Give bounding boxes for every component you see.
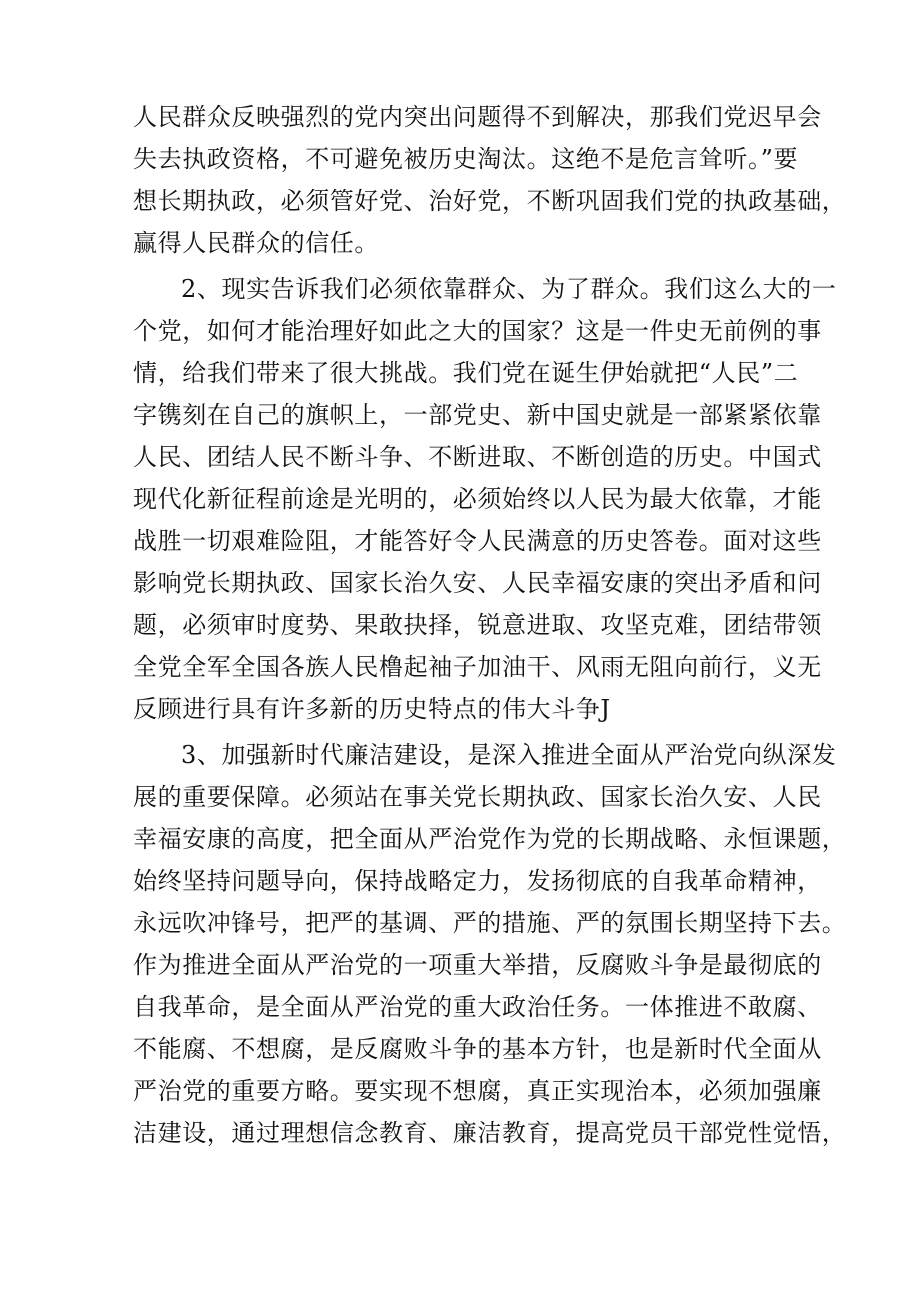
text-line: 人民、团结人民不断斗争、不断进取、不断创造的历史。中国式 (133, 443, 822, 471)
text-line: 展的重要保障。必须站在事关党长期执政、国家长治久安、人民 (133, 783, 822, 811)
text-line: 战胜一切艰难险阻，才能答好令人民满意的历史答卷。面对这些 (133, 527, 822, 555)
text-line: 现代化新征程前途是光明的，必须始终以人民为最大依靠，才能 (133, 485, 822, 513)
text-line: 2、现实告诉我们必须依靠群众、为了群众。我们这么大的一 (181, 275, 837, 303)
paragraph-3 (133, 734, 847, 1154)
text-line: 不能腐、不想腐，是反腐败斗争的基本方针，也是新时代全面从 (133, 1035, 822, 1063)
text-line: 题，必须审时度势、果敢抉择，锐意进取、攻坚克难，团结带领 (133, 611, 822, 639)
text-line: 影响党长期执政、国家长治久安、人民幸福安康的突出矛盾和问 (133, 569, 822, 597)
text-line: 想长期执政，必须管好党、治好党，不断巩固我们党的执政基础， (133, 187, 847, 215)
text-line: 作为推进全面从严治党的一项重大举措，反腐败斗争是最彻底的 (133, 951, 822, 979)
text-line: 幸福安康的高度，把全面从严治党作为党的长期战略、永恒课题， (133, 825, 847, 853)
text-line: 赢得人民群众的信任。 (133, 229, 379, 257)
paragraph-2 (133, 268, 837, 730)
text-line: 人民群众反映强烈的党内突出问题得不到解决，那我们党迟早会 (133, 103, 822, 131)
text-line: 永远吹冲锋号，把严的基调、严的措施、严的氛围长期坚持下去。 (133, 909, 847, 937)
text-line: 全党全军全国各族人民橹起袖子加油干、风雨无阻向前行，义无 (133, 653, 822, 681)
text-line: 情，给我们带来了很大挑战。我们党在诞生伊始就把“人民”二 (133, 359, 799, 387)
text-line: 严治党的重要方略。要实现不想腐，真正实现治本，必须加强廉 (133, 1077, 822, 1105)
text-line: 失去执政资格，不可避免被历史淘汰。这绝不是危言耸听。”要 (133, 145, 799, 173)
text-line: 始终坚持问题导向，保持战略定力，发扬彻底的自我革命精神， (133, 867, 822, 895)
text-line: 反顾进行具有许多新的历史特点的伟大斗争J (133, 695, 611, 723)
text-line: 个党，如何才能治理好如此之大的国家？这是一件史无前例的事 (133, 317, 822, 345)
text-line: 自我革命，是全面从严治党的重大政治任务。一体推进不敢腐、 (133, 993, 822, 1021)
paragraph-1 (133, 96, 847, 264)
text-line: 字镌刻在自己的旗帜上，一部党史、新中国史就是一部紧紧依靠 (133, 401, 822, 429)
document-page (133, 96, 847, 1154)
text-line: 洁建设，通过理想信念教育、廉洁教育，提高党员干部党性觉悟， (133, 1119, 847, 1147)
text-line: 3、加强新时代廉洁建设，是深入推进全面从严治党向纵深发 (181, 741, 837, 769)
